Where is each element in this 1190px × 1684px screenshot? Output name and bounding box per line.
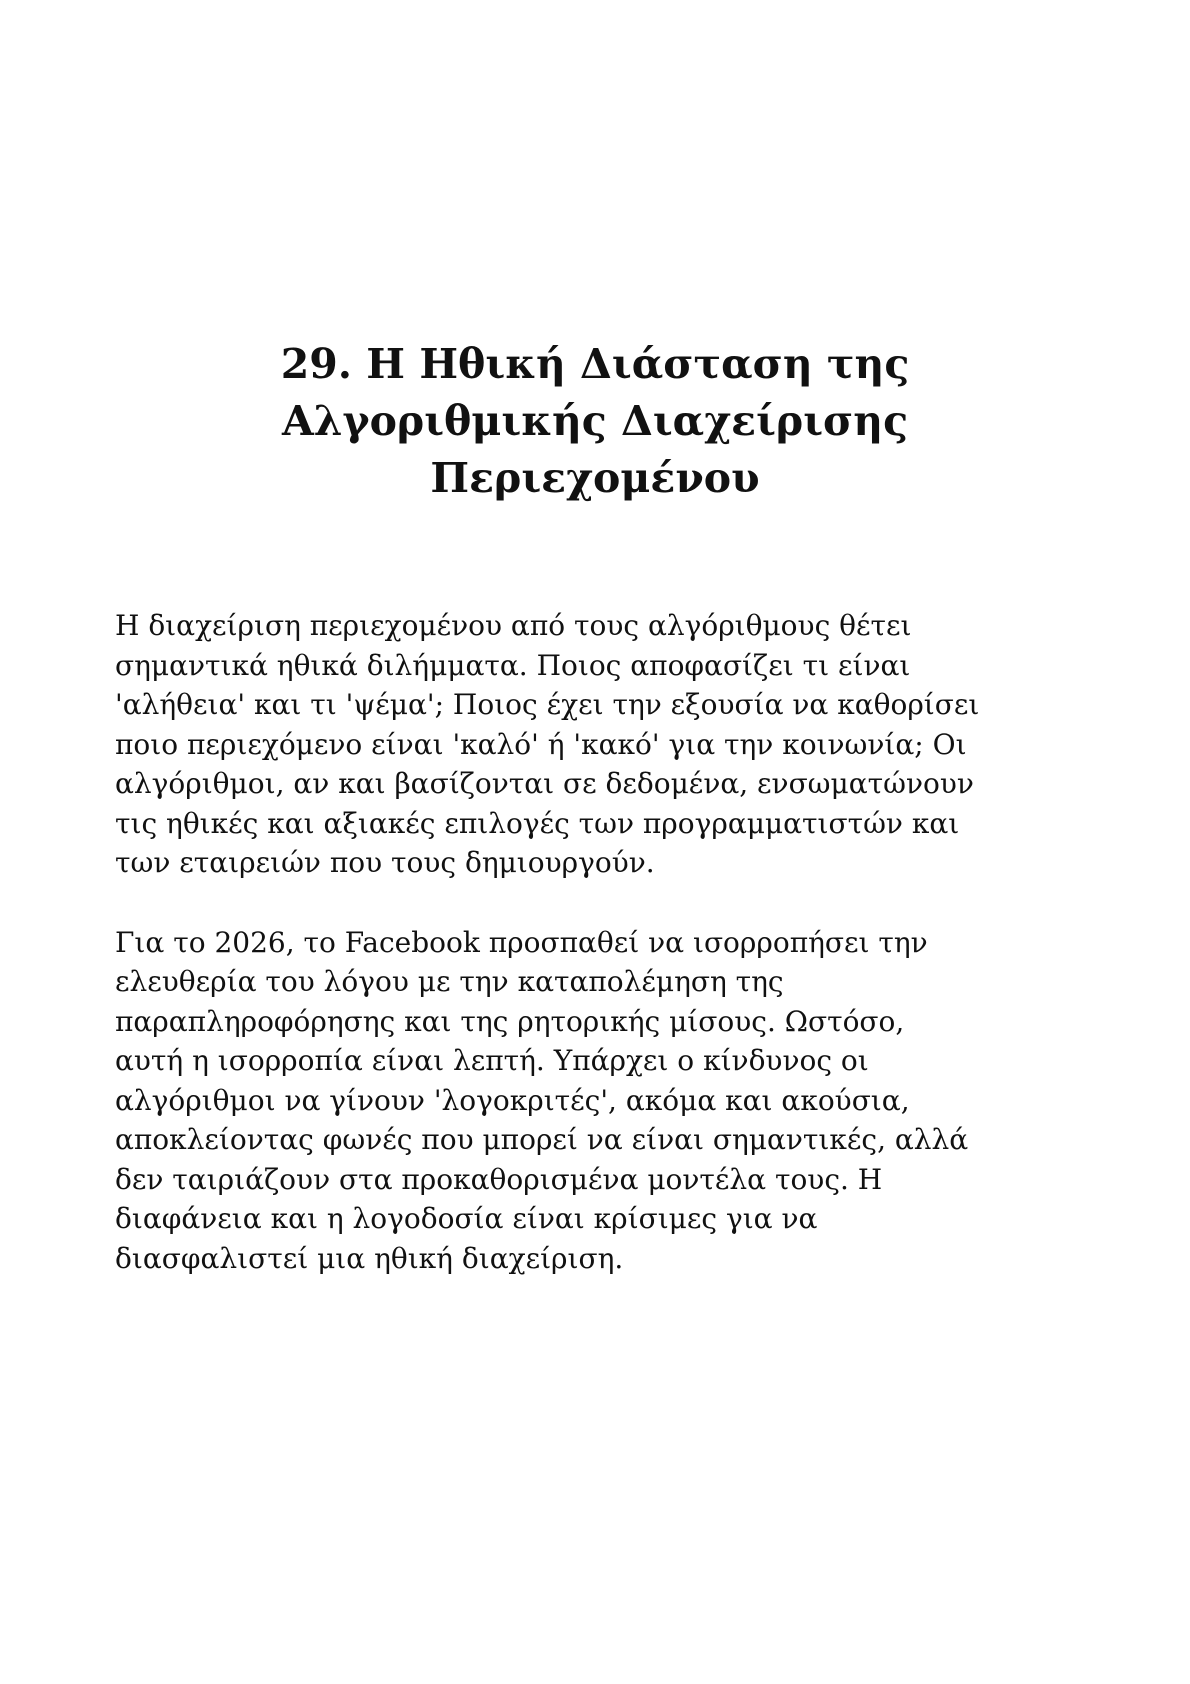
text-line: αποκλείοντας φωνές που μπορεί να είναι σημαντικές, αλλά bbox=[115, 1123, 969, 1156]
text-line: ελευθερία του λόγου με την καταπολέμηση της bbox=[115, 965, 784, 998]
text-line: Για το 2026, το Facebook προσπαθεί να ισορροπήσει την bbox=[115, 925, 928, 959]
text-line: Η διαχείριση περιεχομένου από τους αλγόριθμους θέτει bbox=[115, 609, 912, 642]
text-line: 'αλήθεια' και τι 'ψέμα'; Ποιος έχει την εξουσία να καθορίσει bbox=[115, 688, 980, 721]
text-line: ποιο περιεχόμενο είναι 'καλό' ή 'κακό' για την κοινωνία; Οι bbox=[115, 727, 967, 761]
title-line: Αλγοριθμικής Διαχείρισης bbox=[281, 397, 909, 445]
page-title bbox=[150, 336, 1040, 507]
text-line: τις ηθικές και αξιακές επιλογές των προγραμματιστών και bbox=[115, 806, 960, 840]
paragraph-2 bbox=[115, 923, 1095, 1279]
text-line: διαφάνεια και η λογοδοσία είναι κρίσιμες για να bbox=[115, 1202, 818, 1235]
body-text bbox=[115, 606, 1095, 1318]
text-line: αλγόριθμοι να γίνουν 'λογοκριτές', ακόμα και ακούσια, bbox=[115, 1083, 910, 1117]
title-line: 29. Η Ηθική Διάσταση της bbox=[280, 340, 910, 388]
text-line: αλγόριθμοι, αν και βασίζονται σε δεδομένα, ενσωματώνουν bbox=[115, 767, 974, 800]
title-line: Περιεχομένου bbox=[430, 454, 760, 502]
text-line: των εταιρειών που τους δημιουργούν. bbox=[115, 846, 655, 879]
text-line: αυτή η ισορροπία είναι λεπτή. Υπάρχει ο κίνδυνος οι bbox=[115, 1044, 869, 1077]
paragraph-1 bbox=[115, 606, 1095, 883]
text-line: διασφαλιστεί μια ηθική διαχείριση. bbox=[115, 1241, 624, 1275]
text-line: σημαντικά ηθικά διλήμματα. Ποιος αποφασίζει τι είναι bbox=[115, 648, 911, 682]
text-line: δεν ταιριάζουν στα προκαθορισμένα μοντέλα τους. Η bbox=[115, 1162, 883, 1196]
text-line: παραπληροφόρησης και της ρητορικής μίσους. Ωστόσο, bbox=[115, 1004, 905, 1038]
